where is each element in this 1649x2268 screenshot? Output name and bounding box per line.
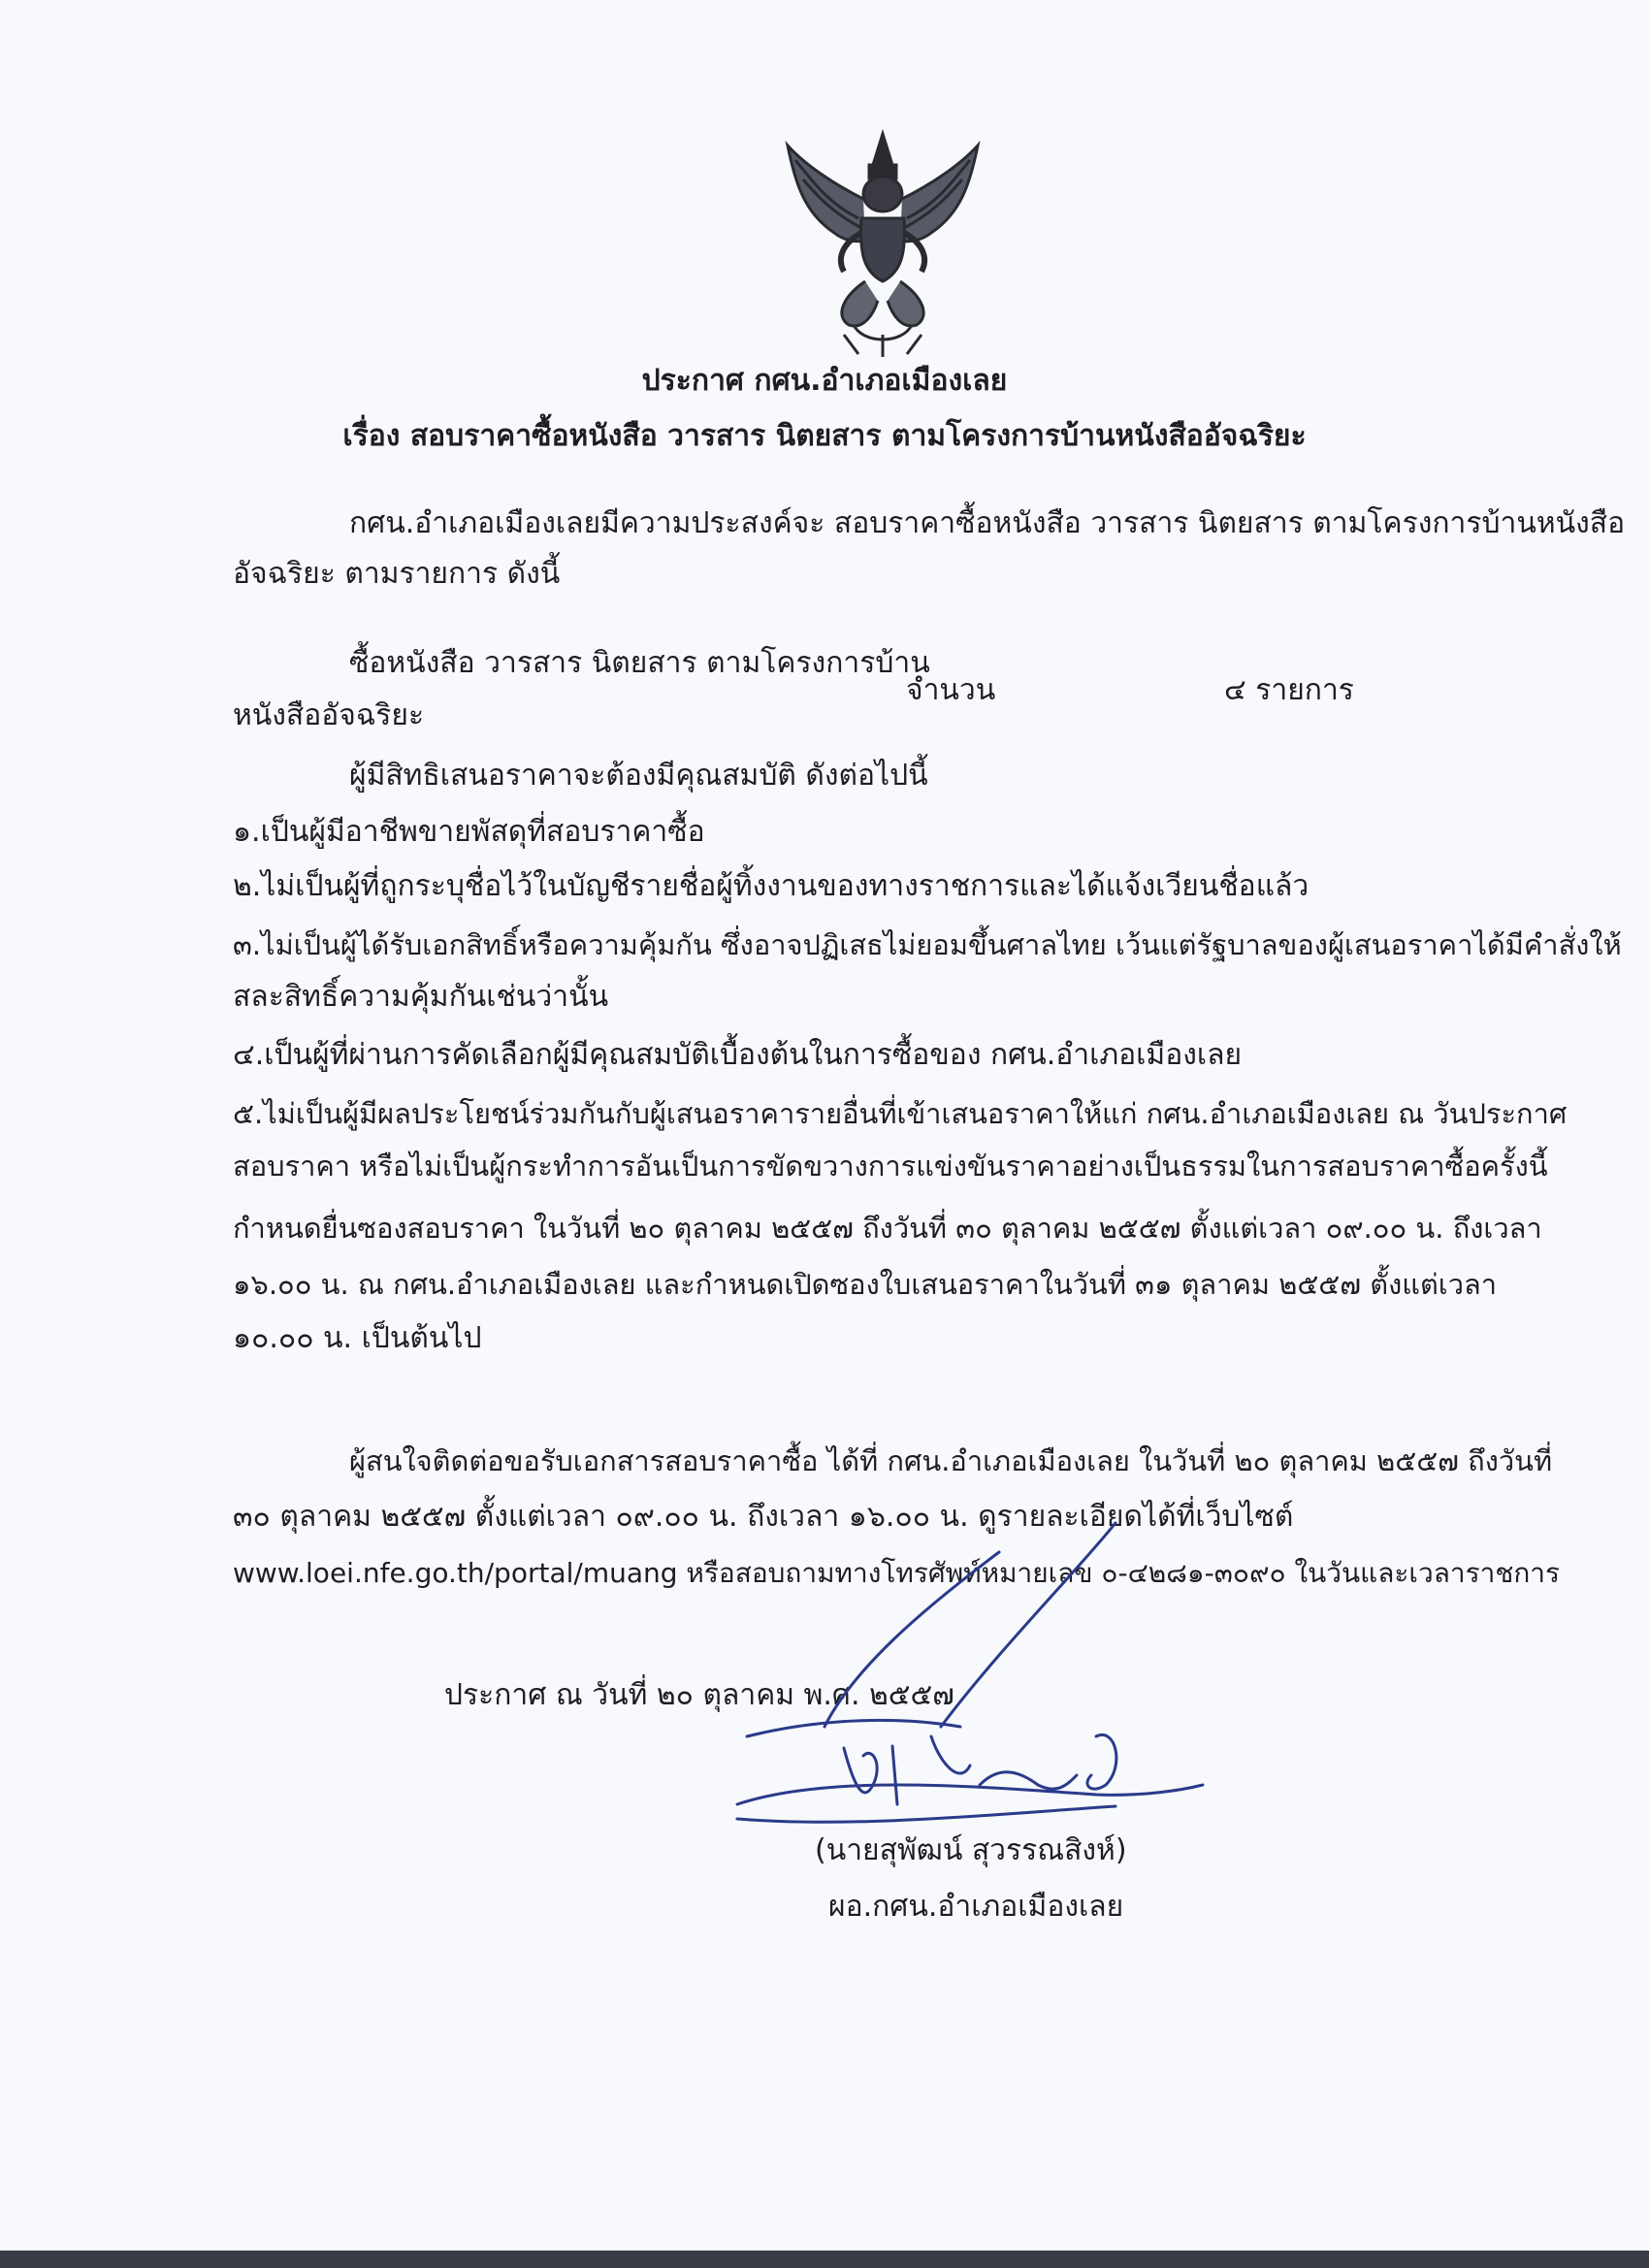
intro-line-2: อัจฉริยะ ตามรายการ ดังนี้: [233, 557, 561, 591]
intro-line-1: กศน.อำเภอเมืองเลยมีความประสงค์จะ สอบราคาซื้อหนังสือ วารสาร นิตยสาร ตามโครงการบ้านหนังสือ: [349, 506, 1626, 540]
item-quantity-label: จำนวน: [906, 673, 996, 707]
signer-name: (นายสุพัฒน์ สุวรรณสิงห์): [815, 1833, 1127, 1867]
schedule-line-1: กำหนดยื่นซองสอบราคา ในวันที่ ๒๐ ตุลาคม ๒๕๕๗ ถึงวันที่ ๓๐ ตุลาคม ๒๕๕๗ ตั้งแต่เวลา ๐๙.๐๐ น. ถึงเวลา: [233, 1212, 1542, 1245]
garuda-emblem-icon: [776, 126, 989, 359]
announce-date: ประกาศ ณ วันที่ ๒๐ ตุลาคม พ.ศ. ๒๕๕๗: [444, 1678, 954, 1712]
item-name-line-1: ซื้อหนังสือ วารสาร นิตยสาร ตามโครงการบ้าน: [349, 646, 930, 680]
document-title: ประกาศ กศน.อำเภอเมืองเลย: [641, 364, 1008, 398]
qualification-1: ๑.เป็นผู้มีอาชีพขายพัสดุที่สอบราคาซื้อ: [233, 815, 705, 849]
contact-line-3: www.loei.nfe.go.th/portal/muang หรือสอบถามทางโทรศัพท์หมายเลข ๐-๔๒๘๑-๓๐๙๐ ในวันและเวลาราชการ: [233, 1557, 1561, 1589]
signer-title: ผอ.กศน.อำเภอเมืองเลย: [828, 1890, 1124, 1924]
qualification-3-line-2: สละสิทธิ์ความคุ้มกันเช่นว่านั้น: [233, 980, 609, 1014]
contact-line-1: ผู้สนใจติดต่อขอรับเอกสารสอบราคาซื้อ ได้ที่ กศน.อำเภอเมืองเลย ในวันที่ ๒๐ ตุลาคม ๒๕๕๗ ถึงวันที่: [349, 1444, 1553, 1477]
qualification-5-line-1: ๕.ไม่เป็นผู้มีผลประโยชน์ร่วมกันกับผู้เสนอราคารายอื่นที่เข้าเสนอราคาให้แก่ กศน.อำเภอเมืองเลย ณ วันประกาศ: [233, 1097, 1568, 1130]
document-subject: เรื่อง สอบราคาซื้อหนังสือ วารสาร นิตยสาร ตามโครงการบ้านหนังสืออัจฉริยะ: [342, 419, 1307, 453]
schedule-line-2: ๑๖.๐๐ น. ณ กศน.อำเภอเมืองเลย และกำหนดเปิดซองใบเสนอราคาในวันที่ ๓๑ ตุลาคม ๒๕๕๗ ตั้งแต่เวลา: [233, 1268, 1498, 1301]
qualification-4: ๔.เป็นผู้ที่ผ่านการคัดเลือกผู้มีคุณสมบัติเบื้องต้นในการซื้อของ กศน.อำเภอเมืองเลย: [233, 1038, 1243, 1072]
schedule-line-3: ๑๐.๐๐ น. เป็นต้นไป: [233, 1321, 482, 1355]
qualification-2: ๒.ไม่เป็นผู้ที่ถูกระบุชื่อไว้ในบัญชีรายชื่อผู้ทิ้งงานของทางราชการและได้แจ้งเวียนชื่อแล้ว: [233, 869, 1310, 903]
item-name-line-2: หนังสืออัจฉริยะ: [233, 698, 425, 732]
handwritten-signature-icon: [708, 1494, 1251, 1882]
qualifications-heading: ผู้มีสิทธิเสนอราคาจะต้องมีคุณสมบัติ ดังต่อไปนี้: [349, 759, 928, 793]
scan-edge-shadow: [0, 2251, 1649, 2268]
contact-line-2: ๓๐ ตุลาคม ๒๕๕๗ ตั้งแต่เวลา ๐๙.๐๐ น. ถึงเวลา ๑๖.๐๐ น. ดูรายละเอียดได้ที่เว็บไซต์: [233, 1500, 1294, 1534]
item-quantity-value: ๔ รายการ: [1224, 673, 1354, 707]
qualification-3-line-1: ๓.ไม่เป็นผู้ได้รับเอกสิทธิ์หรือความคุ้มกัน ซึ่งอาจปฏิเสธไม่ยอมขึ้นศาลไทย เว้นแต่รัฐบาลของผู้เสนอราคาได้มีคำสั่งให้: [233, 928, 1622, 961]
qualification-5-line-2: สอบราคา หรือไม่เป็นผู้กระทำการอันเป็นการขัดขวางการแข่งขันราคาอย่างเป็นธรรมในการสอบราคาซื้อครั้งนี้: [233, 1150, 1548, 1183]
